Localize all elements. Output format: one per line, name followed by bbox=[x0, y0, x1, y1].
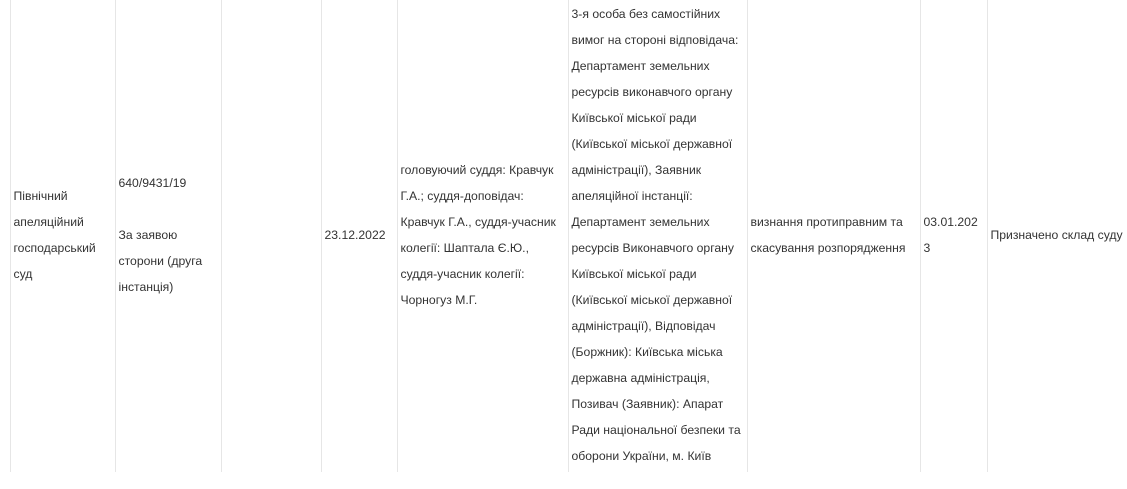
proceeding-form: За заявою сторони (друга інстанція) bbox=[118, 228, 203, 294]
empty-cell bbox=[221, 0, 321, 472]
row-margin-cell bbox=[0, 0, 10, 472]
parties-list: 3-я особа без самостійних вимог на стороні відповідача: Департамент земельних ресурсів виконавчого органу Київської міської ради (Київської міської державної адміністрації), Заявник апеляційної інстанції: Департамент земельних ресурсів Виконавчого органу Київської міської ради (Київської міської державної адміністрації), Відповідач (Боржник): Київська міська державна адміністрація, Позивач (Заявник): Апарат Ради національної безпеки та оборони України, м. Київ bbox=[571, 7, 741, 463]
case-number: 640/9431/19 bbox=[118, 176, 187, 190]
event-date: 03.01.2023 bbox=[923, 215, 978, 255]
claim-subject: визнання протиправним та скасування розпорядження bbox=[750, 215, 906, 255]
registration-date-cell bbox=[321, 0, 397, 472]
registration-date: 23.12.2022 bbox=[324, 228, 386, 242]
subject-cell bbox=[747, 0, 920, 472]
spacer bbox=[119, 196, 218, 222]
court-name: Північний апеляційний господарський суд bbox=[13, 189, 96, 281]
event-date-cell bbox=[920, 0, 987, 472]
status-cell bbox=[987, 0, 1127, 472]
case-cell bbox=[115, 0, 221, 472]
judges-cell bbox=[397, 0, 568, 472]
page-bottom-blank bbox=[0, 472, 1127, 489]
case-status: Призначено склад суду bbox=[990, 228, 1123, 242]
judges-list: головуючий суддя: Кравчук Г.А.; суддя-доповідач: Кравчук Г.А., суддя-учасник колегії: Шаптала Є.Ю., суддя-учасник колегії: Чорногуз М.Г. bbox=[400, 163, 556, 307]
court-cell bbox=[10, 0, 115, 472]
parties-cell bbox=[568, 0, 747, 472]
